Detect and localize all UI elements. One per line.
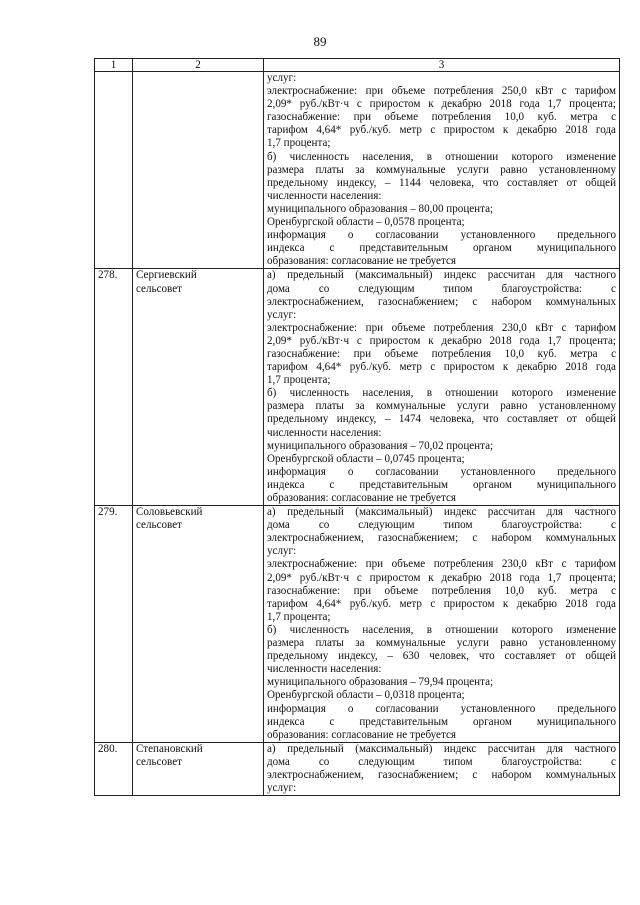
description-line: дома со следующим типом благоустройства: с xyxy=(267,755,616,768)
description-line: тарифом 4,64* руб./куб. метр с приростом к декабрю 2018 года xyxy=(267,124,616,137)
description-line: а) предельный (максимальный) индекс рассчитан для частного xyxy=(267,269,616,282)
header-cell-1: 1 xyxy=(95,59,133,72)
description-line: образования: согласование не требуется xyxy=(267,255,456,268)
description-line: электроснабжением, газоснабжением; с набором коммунальных xyxy=(267,768,616,781)
table-body xyxy=(95,59,620,796)
description-line: а) предельный (максимальный) индекс рассчитан для частного xyxy=(267,742,616,755)
description-line: муниципального образования – 70,02 процента; xyxy=(267,439,494,452)
index-description-cell xyxy=(264,742,620,795)
description-line: услуг: xyxy=(267,782,297,795)
description-line: услуг: xyxy=(267,308,297,321)
description-line: размера платы за коммунальные услуги равно установленному xyxy=(267,400,616,413)
description-line: дома со следующим типом благоустройства: с xyxy=(267,519,616,532)
header-cell-2: 2 xyxy=(133,59,264,72)
description-line: размера платы за коммунальные услуги равно установленному xyxy=(267,637,616,650)
description-line: муниципального образования – 80,00 процента; xyxy=(267,202,494,215)
row-number-cell: 278. xyxy=(95,269,133,506)
description-line: информация о согласовании установленного предельного xyxy=(267,465,616,478)
description-line: электроснабжением, газоснабжением; с набором коммунальных xyxy=(267,532,616,545)
description-line: информация о согласовании установленного предельного xyxy=(267,229,616,242)
table-row xyxy=(95,269,620,506)
municipality-name-line: Соловьевский xyxy=(136,506,203,519)
table-row xyxy=(95,506,620,743)
description-line: б) численность населения, в отношении которого изменение xyxy=(267,150,616,163)
description-line: 1,7 процента; xyxy=(267,374,331,387)
description-line: индекса с представительным органом муниципального xyxy=(267,242,616,255)
index-description-cell xyxy=(264,72,620,269)
description-line: дома со следующим типом благоустройства: с xyxy=(267,282,616,295)
description-line: размера платы за коммунальные услуги равно установленному xyxy=(267,163,616,176)
description-line: услуг: xyxy=(267,72,297,84)
description-line: образования: согласование не требуется xyxy=(267,492,456,504)
description-line: 2,09* руб./кВт·ч с приростом к декабрю 2018 года 1,7 процента; xyxy=(267,571,616,584)
description-line: тарифом 4,64* руб./куб. метр с приростом к декабрю 2018 года xyxy=(267,361,616,374)
description-line: Оренбургской области – 0,0578 процента; xyxy=(267,216,465,229)
description-line: 1,7 процента; xyxy=(267,610,331,623)
description-line: индекса с представительным органом муниципального xyxy=(267,715,616,728)
description-line: б) численность населения, в отношении которого изменение xyxy=(267,387,616,400)
header-cell-3: 3 xyxy=(264,59,620,72)
municipality-name-line: Степановский xyxy=(136,742,203,755)
table-row xyxy=(95,742,620,795)
municipality-name-line: сельсовет xyxy=(136,282,182,295)
municipality-name-line: сельсовет xyxy=(136,519,182,532)
page-number: 89 xyxy=(313,34,327,49)
description-line: электроснабжение: при объеме потребления 230,0 кВт с тарифом xyxy=(267,321,616,334)
description-line: информация о согласовании установленного предельного xyxy=(267,702,616,715)
description-line: электроснабжение: при объеме потребления 230,0 кВт с тарифом xyxy=(267,558,616,571)
index-description-cell xyxy=(264,269,620,506)
municipality-name-cell xyxy=(133,72,264,269)
description-line: б) численность населения, в отношении которого изменение xyxy=(267,623,616,636)
table-row xyxy=(95,72,620,269)
description-line: газоснабжение: при объеме потребления 10,0 куб. метра с xyxy=(267,347,616,360)
row-number-cell: 279. xyxy=(95,506,133,743)
description-line: муниципального образования – 79,94 процента; xyxy=(267,676,494,689)
description-line: численности населения: xyxy=(267,663,382,676)
description-line: газоснабжение: при объеме потребления 10,0 куб. метра с xyxy=(267,584,616,597)
description-line: электроснабжением, газоснабжением; с набором коммунальных xyxy=(267,295,616,308)
table-header-row xyxy=(95,59,620,72)
description-line: тарифом 4,64* руб./куб. метр с приростом к декабрю 2018 года xyxy=(267,597,616,610)
description-line: 2,09* руб./кВт·ч с приростом к декабрю 2018 года 1,7 процента; xyxy=(267,98,616,111)
row-number-cell xyxy=(95,72,133,269)
description-line: услуг: xyxy=(267,545,297,558)
description-line: численности населения: xyxy=(267,189,382,202)
description-line: а) предельный (максимальный) индекс рассчитан для частного xyxy=(267,506,616,519)
description-line: Оренбургской области – 0,0318 процента; xyxy=(267,689,465,702)
municipality-name-cell xyxy=(133,269,264,506)
description-line: 2,09* руб./кВт·ч с приростом к декабрю 2018 года 1,7 процента; xyxy=(267,334,616,347)
index-description-cell xyxy=(264,506,620,743)
description-line: Оренбургской области – 0,0745 процента; xyxy=(267,452,465,465)
description-line: газоснабжение: при объеме потребления 10,0 куб. метра с xyxy=(267,111,616,124)
description-line: предельному индексу, – 630 человек, что составляет от общей xyxy=(267,650,616,663)
row-number-cell: 280. xyxy=(95,742,133,795)
municipality-name-cell xyxy=(133,742,264,795)
description-line: предельному индексу, – 1144 человека, что составляет от общей xyxy=(267,176,616,189)
municipal-index-table xyxy=(94,58,620,796)
description-line: образования: согласование не требуется xyxy=(267,728,456,741)
description-line: индекса с представительным органом муниципального xyxy=(267,478,616,491)
description-line: 1,7 процента; xyxy=(267,137,331,150)
description-line: численности населения: xyxy=(267,426,382,439)
municipality-name-cell xyxy=(133,506,264,743)
municipality-name-line: сельсовет xyxy=(136,755,182,768)
description-line: электроснабжение: при объеме потребления 250,0 кВт с тарифом xyxy=(267,85,616,98)
description-line: предельному индексу, – 1474 человека, что составляет от общей xyxy=(267,413,616,426)
municipality-name-line: Сергиевский xyxy=(136,269,197,282)
